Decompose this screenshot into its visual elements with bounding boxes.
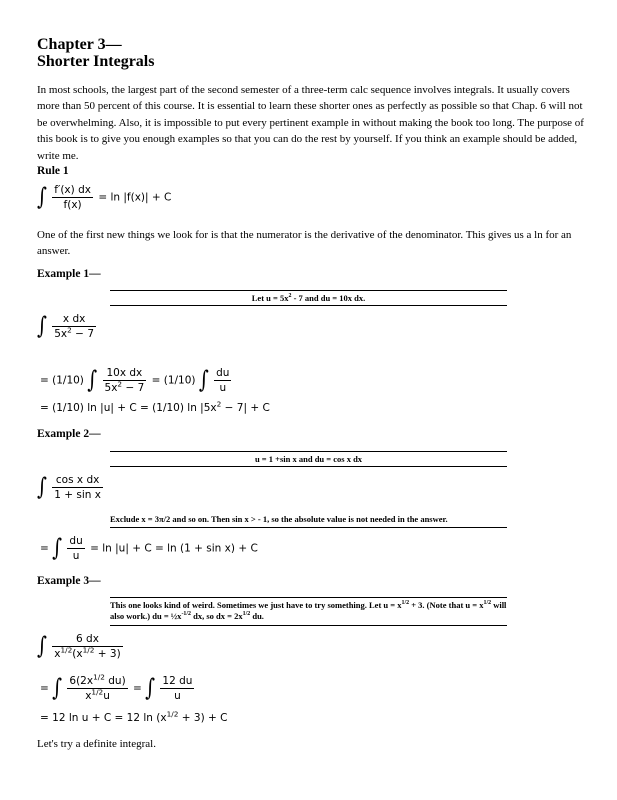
example1-step1-fraction-1	[103, 367, 147, 394]
denominator: $x^{1/2}u$	[85, 687, 110, 702]
integral-sign: ∫	[87, 366, 98, 394]
denominator: u	[219, 382, 227, 394]
example1-step2: = (1/10) ln |u| + C = (1/10) $\ln |5x^2 - 7| + C$	[40, 399, 270, 414]
rule1-formula	[37, 184, 171, 211]
integral-sign: ∫	[37, 312, 47, 340]
example2-integral	[37, 474, 105, 501]
integral-sign: ∫	[198, 366, 209, 394]
denominator: u	[174, 690, 181, 702]
example1-denominator: $5x^2 - 7$	[54, 325, 94, 340]
example2-step	[40, 535, 258, 562]
example2-heading: Example 2—	[37, 428, 101, 440]
example3-step2: = 12 ln u + C = 12 $\ln (x^{1/2} + 3) + C$	[40, 709, 228, 724]
example1-numerator: x dx	[52, 313, 96, 327]
divider	[110, 597, 507, 598]
example1-step1	[40, 367, 233, 394]
integral-sign: ∫	[37, 183, 47, 211]
denominator: 1 + sin x	[54, 489, 101, 501]
numerator: cos x dx	[52, 474, 103, 488]
chapter-number: Chapter 3—	[37, 36, 122, 53]
example2-rhs: = ln |u| + C = ln (1 + sin x) + C	[90, 542, 258, 555]
example3-step1	[40, 672, 196, 702]
divider	[110, 451, 507, 452]
rule1-rhs: = ln |f(x)| + C	[98, 191, 172, 204]
divider	[110, 625, 507, 626]
numerator: 6 dx	[52, 633, 122, 647]
rule1-explanation: One of the first new things we look for is that the numerator is the derivative of the denominator. This gives us a ln for an answer.	[37, 229, 572, 258]
numerator: 12 du	[162, 675, 193, 687]
example1-heading: Example 1—	[37, 268, 101, 280]
divider	[110, 527, 507, 528]
example1-step1-fraction-2	[214, 367, 231, 394]
numerator: 10x dx	[103, 367, 147, 381]
coefficient: = (1/10)	[151, 374, 196, 387]
integral-sign: ∫	[52, 674, 63, 702]
equals-sign: =	[133, 682, 142, 695]
closing-sentence: Let's try a definite integral.	[37, 738, 156, 750]
chapter-title: Shorter Integrals	[37, 53, 155, 70]
integral-sign: ∫	[37, 473, 47, 501]
example3-step1-fraction-1	[67, 672, 127, 702]
rule1-heading: Rule 1	[37, 165, 69, 177]
example2-fraction	[52, 474, 103, 501]
denominator: $x^{1/2}(x^{1/2} + 3)$	[54, 645, 121, 660]
example3-note: This one looks kind of weird. Sometimes we just have to try something. Let $u = x^{1/2} + 3$. (Note that $u = x^{1/2}$ will also work.) du = $\frac{1}{2}x^{-1/2}$ dx, so dx = $2x^{1/2}$ du.	[110, 600, 507, 621]
equals-sign: =	[40, 542, 49, 555]
equals-sign: =	[40, 682, 49, 695]
rule1-denominator: f(x)	[63, 199, 82, 211]
integral-sign: ∫	[37, 632, 47, 660]
integral-sign: ∫	[145, 674, 156, 702]
numerator: du	[216, 367, 230, 379]
example2-step-fraction	[67, 535, 84, 562]
numerator: $6(2x^{1/2}$ du)	[69, 672, 126, 687]
integral-sign: ∫	[52, 534, 63, 562]
example3-integral	[37, 633, 125, 660]
example1-hint: Let $u = 5x^2 - 7$ and du = 10x dx.	[251, 293, 366, 303]
intro-paragraph: In most schools, the largest part of the second semester of a three-term calc sequence involves integrals. It usually covers more than 50 percent of this course. It is essential to learn these shorter ones as perfectly as possible so that Chap. 6 will not be overwhelming. Also, it is impossible to put every pertinent example in without making the book too long. The purpose of this book is to give you enough examples so that you can do the rest by yourself. If you think an example should be added, write me.	[37, 84, 584, 162]
example3-fraction	[52, 633, 122, 660]
example1-integral	[37, 313, 98, 340]
example3-heading: Example 3—	[37, 575, 101, 587]
denominator: u	[72, 550, 80, 562]
divider	[110, 305, 507, 306]
denominator: $5x^2 - 7$	[104, 379, 145, 394]
rule1-fraction	[52, 184, 93, 211]
rule1-numerator: f′(x) dx	[54, 184, 91, 196]
example3-step1-fraction-2	[160, 675, 194, 702]
numerator: du	[69, 535, 83, 547]
divider	[110, 466, 507, 467]
example1-fraction	[52, 313, 96, 340]
example2-hint: u = 1 +sin x and du = cos x dx	[254, 454, 363, 464]
coefficient: = (1/10)	[40, 374, 84, 387]
example2-note: Exclude x = 3π/2 and so on. Then sin x > - 1, so the absolute value is not needed in the answer.	[110, 514, 448, 524]
divider	[110, 290, 507, 291]
